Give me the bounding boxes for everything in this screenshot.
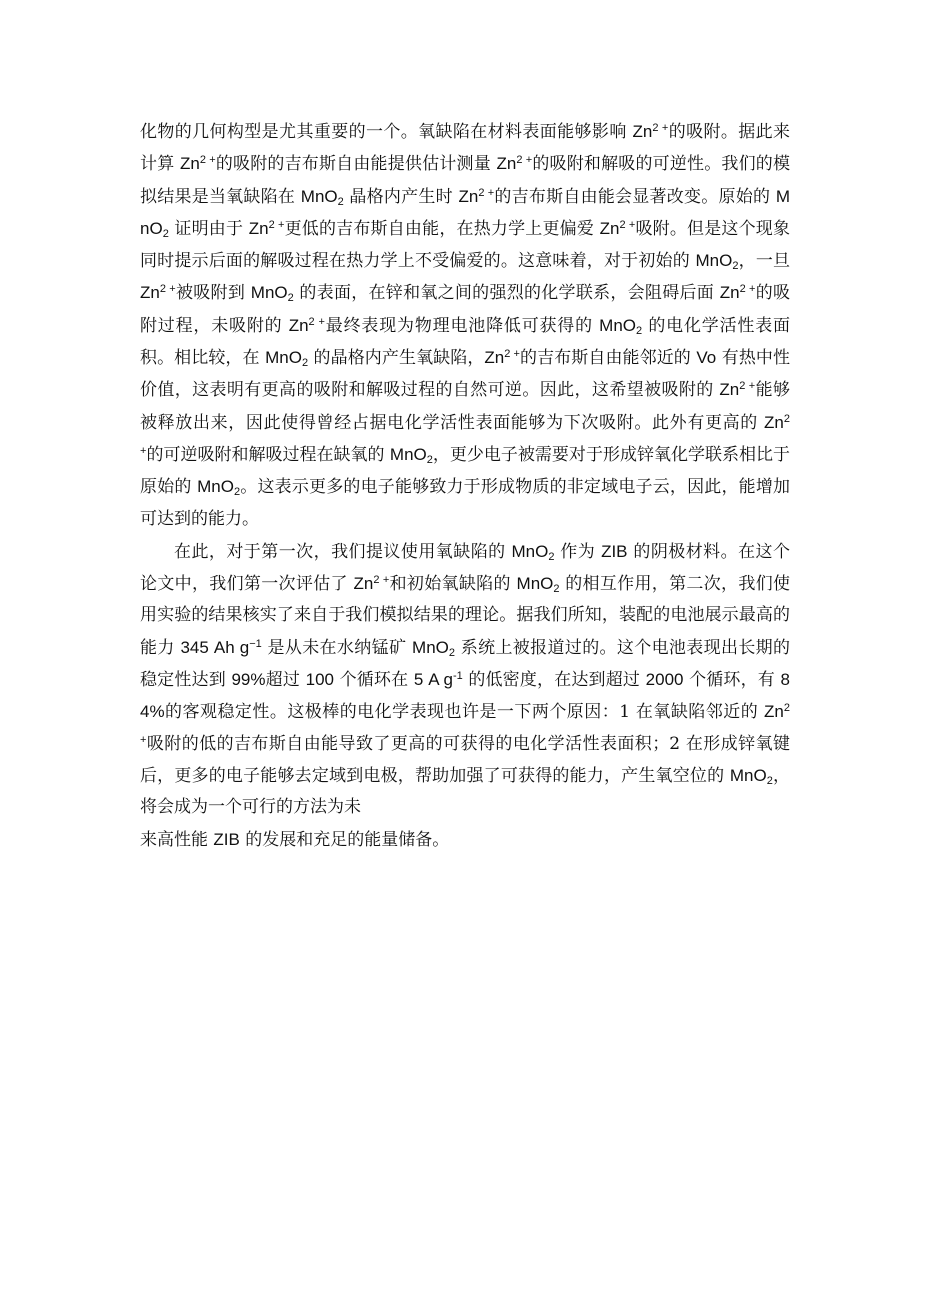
latin-term: MnO — [511, 541, 549, 561]
latin-term: 99% — [231, 670, 266, 690]
text-run: 化物的几何构型是尤其重要的一个。氧缺陷在材料表面能够影响 — [140, 122, 633, 142]
latin-term: Zn — [496, 154, 517, 174]
latin-term: Vo — [696, 348, 717, 368]
superscript: 2 + — [308, 315, 325, 328]
latin-term: Zn — [764, 412, 784, 432]
latin-term: 100 — [305, 670, 334, 690]
text-run: 晶格内产生时 — [343, 186, 459, 207]
latin-term: MnO — [516, 574, 554, 594]
subscript: 2 — [162, 227, 169, 240]
subscript: 2 — [287, 292, 294, 305]
text-run: 的可逆吸附和解吸过程在缺氧的 — [146, 444, 390, 465]
superscript: 2 + — [739, 380, 756, 393]
latin-term: 345 Ah g — [180, 637, 250, 657]
latin-term: ZIB — [213, 829, 240, 849]
text-run: 来高性能 — [140, 829, 214, 850]
latin-term: Zn — [599, 218, 620, 238]
latin-term: 2000 — [645, 670, 684, 690]
latin-term: Zn — [764, 702, 784, 722]
latin-term: Zn — [248, 218, 269, 238]
latin-term: Zn — [140, 283, 160, 303]
superscript: 2 + — [504, 348, 520, 361]
latin-term: MnO — [250, 283, 288, 303]
superscript: 2 + — [373, 574, 390, 587]
paragraph-p2 — [140, 536, 790, 856]
superscript: 2 + — [140, 412, 790, 457]
text-run: 被吸附到 — [175, 283, 251, 304]
subscript: 2 — [636, 324, 643, 337]
text-run: ，一旦 — [738, 251, 791, 272]
text-run: 更低的吉布斯自由能，在热力学上更偏爱 — [284, 218, 600, 239]
text-run: 的吸附过程，未吸附的 — [140, 283, 790, 336]
text-run: 的客观稳定性。这极棒的电化学表现也许是一下两个原因：1 在氧缺陷邻近的 — [164, 702, 765, 723]
superscript: −1 — [249, 637, 262, 650]
latin-term: Zn — [288, 315, 309, 335]
text-run: 系统上被报道过的。这个电池表现出长期的稳定性达到 — [140, 637, 791, 691]
superscript: 2 + — [140, 702, 790, 746]
latin-term: MnO — [140, 186, 791, 238]
subscript: 2 — [337, 195, 344, 208]
text-run: 和初始氧缺陷的 — [389, 574, 517, 595]
subscript: 2 — [448, 646, 456, 659]
superscript: 2 + — [159, 283, 176, 296]
text-run: 的吉布斯自由能会显著改变。原始的 — [494, 186, 776, 207]
latin-term: MnO — [729, 765, 767, 785]
text-run: 最终表现为物理电池降低可获得的 — [324, 315, 600, 336]
latin-term: 5 A g — [413, 670, 453, 690]
latin-term: 84% — [140, 670, 791, 722]
text-run: ，将会成为一个可行的方法为未 — [140, 765, 790, 818]
latin-term: MnO — [265, 348, 302, 368]
text-run: 的吸附的吉布斯自由能提供估计测量 — [215, 154, 497, 175]
subscript: 2 — [301, 357, 309, 370]
latin-term: Zn — [353, 574, 374, 594]
body-text — [140, 116, 790, 856]
text-run: 的相互作用，第二次，我们使用实验的结果核实了来自于我们模拟结果的理论。据我们所知，装配的电池展示最高的能力 — [140, 574, 791, 658]
text-run: 的吸附。据此来计算 — [140, 122, 791, 175]
text-run: 的晶格内产生氧缺陷， — [308, 348, 485, 369]
text-run: 的阴极材料。在这个论文中，我们第一次评估了 — [140, 541, 790, 595]
latin-term: Zn — [632, 122, 653, 141]
text-run: 的吸附和解吸的可逆性。我们的模拟结果是当氧缺陷在 — [140, 154, 790, 207]
text-run: 个循环，有 — [683, 670, 781, 691]
latin-term: MnO — [389, 444, 427, 464]
superscript: 2 + — [619, 218, 636, 231]
text-run: 的表面，在锌和氧之间的强烈的化学联系，会阻碍后面 — [293, 283, 720, 304]
latin-term: Zn — [458, 186, 479, 206]
latin-term: Zn — [719, 283, 740, 303]
latin-term: MnO — [197, 477, 234, 497]
superscript: 2 + — [199, 154, 216, 167]
superscript: 2 + — [652, 122, 669, 134]
text-run: 。这表示更多的电子能够致力于形成物质的非定域电子云，因此，能增加可达到的能力。 — [140, 477, 790, 529]
subscript: 2 — [233, 486, 241, 499]
superscript: 2 + — [516, 154, 533, 167]
text-run: 的吉布斯自由能邻近的 — [519, 348, 697, 369]
latin-term: MnO — [599, 315, 636, 335]
latin-term: ZIB — [601, 541, 628, 561]
superscript: 2 + — [478, 186, 495, 199]
text-run: 的发展和充足的能量储备。 — [239, 829, 450, 850]
text-run: 作为 — [554, 541, 602, 562]
superscript: 2 + — [739, 283, 756, 296]
text-run: 个循环在 — [333, 670, 414, 691]
text-run: 能够被释放出来，因此使得曾经占据电化学活性表面能够为下次吸附。此外有更高的 — [140, 380, 790, 433]
text-run: 的电化学活性表面积。相比较，在 — [140, 315, 791, 369]
latin-term: Zn — [719, 380, 740, 400]
latin-term: MnO — [695, 251, 733, 271]
superscript: -1 — [452, 670, 463, 683]
text-run: 超过 — [265, 670, 306, 691]
superscript: 2 + — [268, 218, 285, 231]
subscript: 2 — [553, 583, 560, 596]
subscript: 2 — [548, 550, 555, 563]
latin-term: Zn — [179, 154, 200, 174]
latin-term: Zn — [484, 348, 505, 368]
text-run: 吸附的低的吉布斯自由能导致了更高的可获得的电化学活性表面积；2 在形成锌氧键后，更多的电子能够去定域到电极，帮助加强了可获得的能力，产生氧空位的 — [140, 733, 790, 786]
text-run: 的低密度，在达到超过 — [462, 670, 646, 691]
text-run: 在此，对于第一次，我们提议使用氧缺陷的 — [174, 541, 512, 562]
text-run: 有热中性价值，这表明有更高的吸附和解吸过程的自然可逆。因此，这希望被吸附的 — [140, 348, 790, 401]
text-run: ，更少电子被需要对于形成锌氧化学联系相比于原始的 — [140, 444, 790, 498]
subscript: 2 — [766, 774, 773, 787]
text-run: 是从未在水纳锰矿 — [261, 637, 413, 658]
subscript: 2 — [426, 453, 433, 466]
text-run: 证明由于 — [168, 218, 249, 239]
paragraph-p1 — [140, 116, 790, 535]
text-run: 吸附。但是这个现象同时提示后面的解吸过程在热力学上不受偏爱的。这意味着，对于初始的 — [140, 218, 790, 272]
latin-term: MnO — [300, 186, 338, 206]
subscript: 2 — [732, 260, 739, 273]
latin-term: MnO — [412, 637, 449, 657]
